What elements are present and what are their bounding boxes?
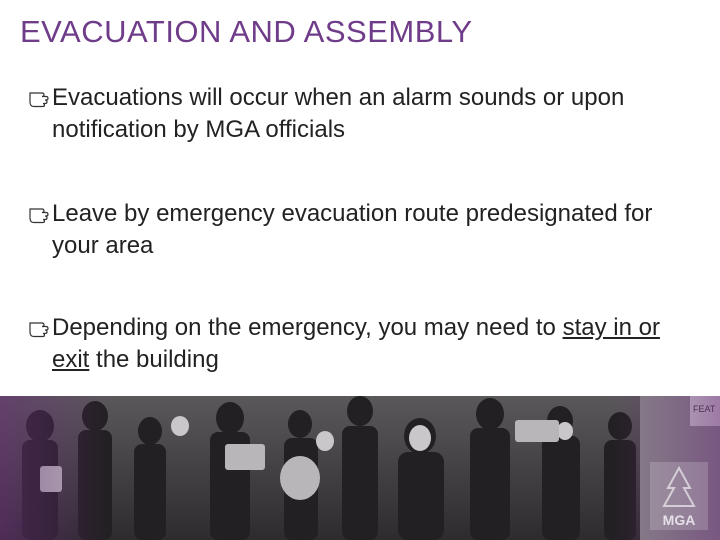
bullet-text [24, 312, 684, 376]
pointing-hand-icon [28, 84, 50, 110]
pointing-hand-icon [28, 314, 50, 340]
slide-title: EVACUATION AND ASSEMBLY [20, 14, 473, 49]
bullet-text-part: Depending on the emergency, you may need to [52, 314, 563, 341]
underlined-phrase: stay in or exit [52, 314, 660, 373]
bullet-item [24, 198, 684, 262]
bullet-item [24, 312, 684, 376]
crowd-photo-illustration [0, 396, 720, 540]
bullet-text: Leave by emergency evacuation route predesignated for your area [52, 200, 653, 259]
crowd-photo [0, 396, 720, 540]
pointing-hand-icon [28, 200, 50, 226]
bullet-text-part: the building [89, 346, 219, 373]
logo-text: MGA [662, 512, 696, 528]
bullet-item [24, 82, 684, 146]
bullet-text: Evacuations will occur when an alarm sounds or upon notification by MGA officials [52, 84, 625, 143]
